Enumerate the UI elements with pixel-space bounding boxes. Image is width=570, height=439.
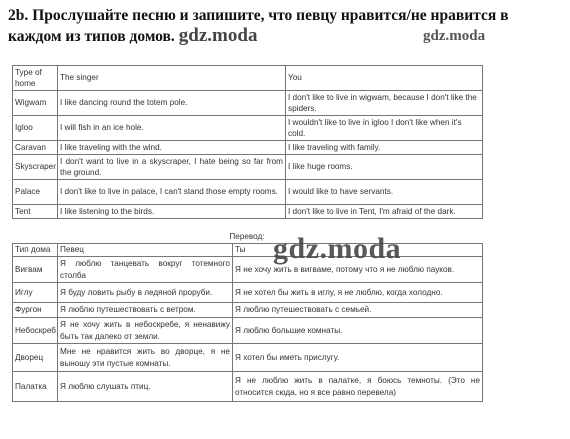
english-table	[12, 65, 483, 219]
cell-singer: Я буду ловить рыбу в ледяной проруби.	[58, 283, 233, 303]
cell-you: Я люблю путешествовать с семьей.	[233, 303, 483, 318]
table-row	[13, 303, 483, 318]
cell-you: I don't like to live in Tent, I'm afraid of the dark.	[286, 205, 483, 219]
translation-label: Перевод:	[229, 232, 265, 241]
cell-type: Фургон	[13, 303, 58, 318]
table-header-row	[13, 244, 483, 257]
header-singer: Певец	[58, 244, 233, 257]
cell-type: Wigwam	[13, 91, 58, 116]
cell-you: I wouldn't like to live in igloo I don't like when it's cold.	[286, 116, 483, 141]
cell-you: Я не люблю жить в палатке, я боюсь темноты. (Это не относится сюда, но я все равно перевела)	[233, 372, 483, 402]
watermark-inline: gdz.moda	[178, 25, 258, 46]
header-type: Тип дома	[13, 244, 58, 257]
watermark-top: gdz.moda	[423, 28, 486, 44]
cell-type: Иглу	[13, 283, 58, 303]
cell-type: Palace	[13, 180, 58, 205]
cell-type: Палатка	[13, 372, 58, 402]
table-row	[13, 318, 483, 344]
cell-singer: Мне не нравится жить во дворце, я не выношу эти пустые комнаты.	[58, 344, 233, 372]
table-row	[13, 155, 483, 180]
table-row	[13, 116, 483, 141]
cell-type: Skyscraper	[13, 155, 58, 180]
russian-table	[12, 243, 483, 402]
table-header-row	[13, 66, 483, 91]
cell-you: I would like to have servants.	[286, 180, 483, 205]
header-you: You	[286, 66, 483, 91]
table-row	[13, 257, 483, 283]
cell-type: Вигвам	[13, 257, 58, 283]
table-row	[13, 283, 483, 303]
cell-type: Дворец	[13, 344, 58, 372]
header-type: Type of home	[13, 66, 58, 91]
task-text: Прослушайте песню и запишите, что певцу нравится/не нравится в каждом из типов домов.	[8, 7, 509, 45]
cell-singer: I like traveling with the wind.	[58, 141, 286, 155]
cell-singer: Я люблю слушать птиц.	[58, 372, 233, 402]
table-row	[13, 344, 483, 372]
cell-singer: I don't like to live in palace, I can't stand those empty rooms.	[58, 180, 286, 205]
cell-you: I like traveling with family.	[286, 141, 483, 155]
cell-type: Igloo	[13, 116, 58, 141]
cell-singer: Я не хочу жить в небоскребе, я ненавижу быть так далеко от земли.	[58, 318, 233, 344]
cell-singer: I like listening to the birds.	[58, 205, 286, 219]
watermark-center: gdz.moda	[273, 232, 402, 265]
cell-you: Я не хотел бы жить в иглу, я не люблю, когда холодно.	[233, 283, 483, 303]
table-row	[13, 91, 483, 116]
cell-type: Небоскреб	[13, 318, 58, 344]
table-row	[13, 180, 483, 205]
cell-singer: Я люблю танцевать вокруг тотемного столба	[58, 257, 233, 283]
cell-singer: I will fish in an ice hole.	[58, 116, 286, 141]
cell-you: Я люблю большие комнаты.	[233, 318, 483, 344]
cell-type: Tent	[13, 205, 58, 219]
cell-singer: Я люблю путешествовать с ветром.	[58, 303, 233, 318]
table-row	[13, 372, 483, 402]
cell-type: Caravan	[13, 141, 58, 155]
cell-you: Я хотел бы иметь прислугу.	[233, 344, 483, 372]
cell-singer: I don't want to live in a skyscraper, I hate being so far from the ground.	[58, 155, 286, 180]
cell-you: Я не хочу жить в вигваме, потому что я не люблю пауков.	[233, 257, 483, 283]
cell-singer: I like dancing round the totem pole.	[58, 91, 286, 116]
cell-you: I like huge rooms.	[286, 155, 483, 180]
cell-you: I don't like to live in wigwam, because I don't like the spiders.	[286, 91, 483, 116]
task-number: 2b.	[8, 7, 29, 24]
table-row	[13, 141, 483, 155]
header-singer: The singer	[58, 66, 286, 91]
header-you: Ты	[233, 244, 483, 257]
table-row	[13, 205, 483, 219]
